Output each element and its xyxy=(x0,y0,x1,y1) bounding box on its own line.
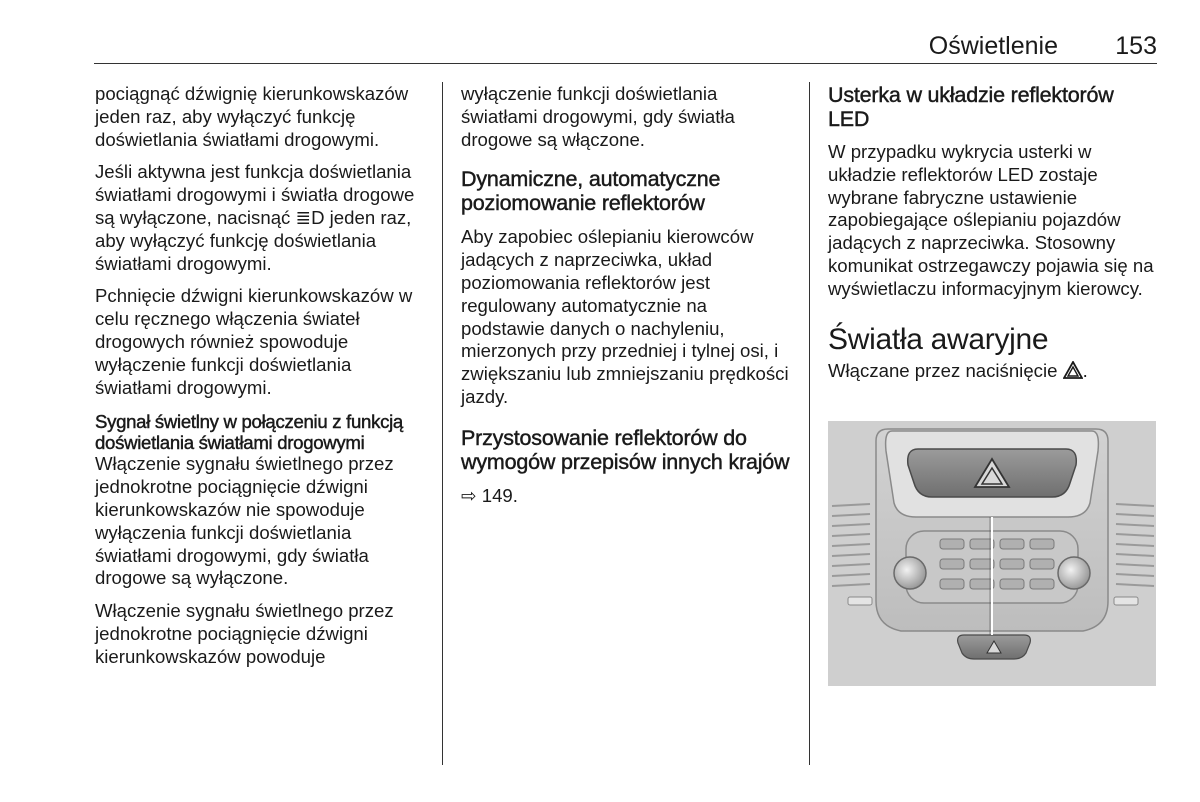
paragraph: Włączenie sygnału świetlnego przez jednokrotne pociągnięcie dźwigni kierunkowskazów nie spowoduje wyłączenia funkcji doświetlania światłami drogowymi, gdy światła drogowe są wyłączone. xyxy=(95,453,394,589)
hazard-triangle-icon xyxy=(1063,361,1083,379)
paragraph: Pchnięcie dźwigni kierunkowskazów w celu ręcznego włączenia świateł drogowych również spowoduje wyłączenie funkcji doświetlania światłami drogowymi. xyxy=(95,285,413,398)
center-console-drawing xyxy=(828,421,1156,686)
page-number: 153 xyxy=(1115,32,1157,60)
section-title: Oświetlenie xyxy=(928,32,1058,60)
paragraph: pociągnąć dźwignię kierunkowskazów jeden raz, aby wyłączyć funkcję doświetlania światłami drogowymi. xyxy=(95,83,409,150)
paragraph: W przypadku wykrycia usterki w układzie reflektorów LED zostaje wybrane fabryczne ustawienie zapobiegające oślepianiu pojazdów jadących z naprzeciwka. Stosowny komunikat ostrzegawczy pojawia się na wyświetlaczu informacyjnym kierowcy. xyxy=(828,141,1154,299)
left-knob xyxy=(894,557,926,589)
hazard-button-illustration xyxy=(828,421,1156,686)
section-heading: Przystosowanie reflektorów do wymogów przepisów innych krajów xyxy=(461,425,790,474)
section-heading: Usterka w układzie reflektorów LED xyxy=(828,83,1114,131)
page-reference[interactable]: ⇨ 149. xyxy=(461,484,518,506)
paragraph xyxy=(828,360,1158,383)
right-knob xyxy=(1058,557,1090,589)
column-1 xyxy=(95,83,431,669)
paragraph: Aby zapobiec oślepianiu kierowców jadących z naprzeciwka, układ poziomowania reflektorów jest regulowany automatycznie na podstawie danych o nachyleniu, mierzonych przy przedniej i tylnej osi, i zwiększaniu lub zmniejszaniu prędkości jazdy. xyxy=(461,226,789,407)
column-divider-right xyxy=(809,82,810,765)
paragraph: Włączenie sygnału świetlnego przez jednokrotne pociągnięcie dźwigni kierunkowskazów powoduje xyxy=(95,600,394,667)
paragraph-end: . xyxy=(1082,359,1088,381)
paragraph: Jeśli aktywna jest funkcja doświetlania światłami drogowymi i światła drogowe są wyłączone, nacisnąć ≣D jeden raz, aby wyłączyć funkcję doświetlania światłami drogowymi. xyxy=(95,161,415,274)
column-divider-left xyxy=(442,82,443,765)
column-3 xyxy=(828,83,1158,392)
hazard-lights-heading: Światła awaryjne xyxy=(828,322,1049,356)
paragraph: wyłączenie funkcji doświetlania światłami drogowymi, gdy światła drogowe są włączone. xyxy=(461,83,735,150)
header-rule xyxy=(94,63,1157,64)
column-2 xyxy=(461,83,795,518)
section-heading: Dynamiczne, automatyczne poziomowanie reflektorów xyxy=(461,167,721,216)
subsection-heading: Sygnał świetlny w połączeniu z funkcją doświetlania światłami drogowymi xyxy=(95,411,403,454)
paragraph-text: Włączane przez naciśnięcie xyxy=(828,359,1058,381)
